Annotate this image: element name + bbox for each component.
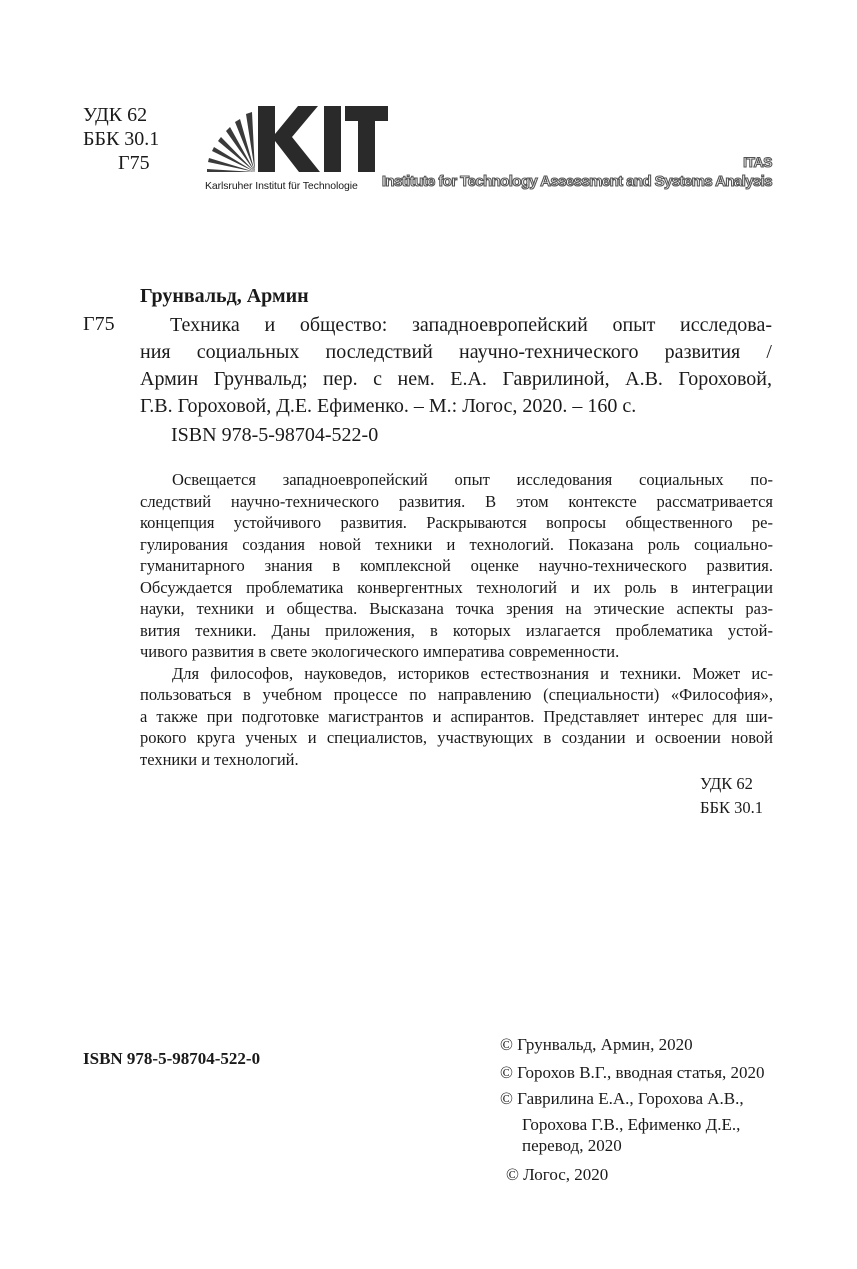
annotation-line: а также при подготовке магистрантов и аспирантов. Представляет интерес для ши-: [140, 706, 773, 726]
record-line: Техника и общество: западноевропейский опыт исследова-: [170, 314, 772, 336]
annotation-line: Для философов, науковедов, историков естествознания и техники. Может ис-: [172, 663, 773, 683]
itas-full-name: Institute for Technology Assessment and Systems Analysis: [381, 173, 772, 190]
record-line: Г.В. Гороховой, Д.Е. Ефименко. – М.: Логос, 2020. – 160 с.: [140, 395, 637, 417]
author-mark: Г75: [118, 152, 150, 174]
annotation-line: науки, техники и общества. Высказана точка зрения на этические аспекты раз-: [140, 599, 773, 618]
kit-subtitle: Karlsruher Institut für Technologie: [205, 180, 358, 192]
itas-abbreviation: ITAS: [743, 154, 772, 170]
record-author-mark: Г75: [83, 313, 115, 335]
annotation-line: рокого круга ученых и специалистов, участвующих в создании и освоении новой: [140, 728, 773, 747]
record-line: ния социальных последствий научно-технического развития /: [140, 341, 772, 363]
udk-code-bottom: УДК 62: [700, 774, 753, 793]
record-line: Армин Грунвальд; пер. с нем. Е.А. Гаврилиной, А.В. Гороховой,: [140, 368, 772, 390]
record-isbn: ISBN 978-5-98704-522-0: [171, 424, 379, 446]
copyright-line: © Горохов В.Г., вводная статья, 2020: [500, 1063, 765, 1082]
copyright-line: перевод, 2020: [522, 1136, 622, 1155]
udk-code: УДК 62: [83, 104, 148, 126]
annotation-line: вития техники. Даны приложения, в которых излагается проблематика устой-: [140, 620, 773, 640]
classification-block: [83, 103, 159, 175]
annotation: [140, 469, 773, 770]
annotation-line: техники и технологий.: [140, 749, 299, 769]
copyright-line: © Логос, 2020: [506, 1165, 609, 1184]
annotation-line: следствий научно-технического развития. В этом контексте рассматривается: [140, 491, 773, 511]
copyright-line: © Грунвальд, Армин, 2020: [500, 1035, 693, 1054]
copyright-line: © Гаврилина Е.А., Горохова А.В.,: [500, 1089, 744, 1108]
bbk-code-bottom: ББК 30.1: [700, 798, 763, 817]
record-author: Грунвальд, Армин: [140, 285, 309, 307]
annotation-line: Освещается западноевропейский опыт исследования социальных по-: [172, 470, 773, 489]
copyright-line: Горохова Г.В., Ефименко Д.Е.,: [522, 1115, 741, 1134]
annotation-line: гулирования создания новой техники и технологий. Показана роль социально-: [140, 534, 773, 554]
footer-isbn: ISBN 978-5-98704-522-0: [83, 1049, 261, 1068]
annotation-line: чивого развития в свете экологического императива современности.: [140, 642, 620, 661]
record-description: [140, 312, 772, 420]
bbk-code: ББК 30.1: [83, 128, 160, 150]
annotation-line: гуманитарного знания в комплексной оценке научно-технического развития.: [140, 556, 773, 575]
annotation-line: Обсуждается проблематика конвергентных технологий и их роль в интеграции: [140, 577, 773, 597]
annotation-line: концепция устойчивого развития. Раскрываются вопросы общественного ре-: [140, 513, 773, 532]
annotation-classification: [700, 772, 763, 820]
annotation-line: пользоваться в учебном процессе по направлению (специальности) «Философия»,: [140, 685, 773, 704]
